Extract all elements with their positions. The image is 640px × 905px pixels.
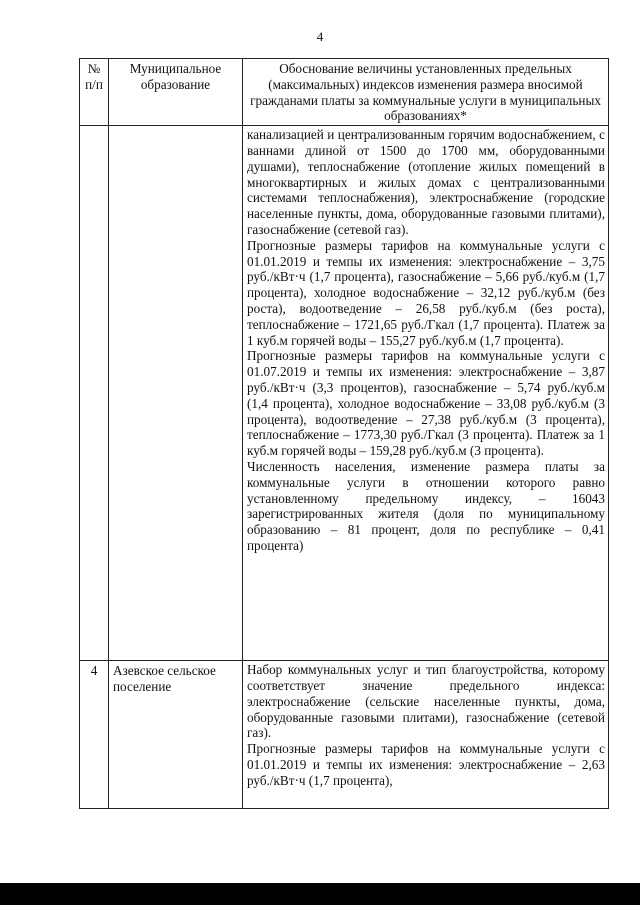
justification-paragraph: Прогнозные размеры тарифов на коммунальные услуги с 01.01.2019 и темпы их изменения: электроснабжение – 3,75 руб./кВт·ч (1,7 процента), газоснабжение – 5,66 руб./куб.м (1,7 процента), холодное водоснабжение – 32,12 руб./куб.м (без роста), водоотведение – 26,58 руб./куб.м (без роста), теплоснабжение – 1721,65 руб./Гкал (1,7 процента). Платеж за 1 куб.м горячей воды – 155,27 руб./куб.м (1,7 процента). — [247, 237, 605, 348]
row-municipality — [109, 126, 243, 661]
row-number — [80, 126, 109, 661]
header-municipality: Муниципальное образование — [109, 59, 243, 126]
justification-paragraph: Прогнозные размеры тарифов на коммунальные услуги с 01.07.2019 и темпы их изменения: электроснабжение – 3,87 руб./кВт·ч (3,3 процентов), газоснабжение – 5,74 руб./куб.м (1,4 процента), холодное водоснабжение – 33,08 руб./куб.м (3 процента), водоотведение – 27,38 руб./куб.м (3 процента), теплоснабжение – 1773,30 руб./Гкал (3 процента). Платеж за 1 куб.м горячей воды – 159,28 руб./куб.м (3 процента). — [247, 348, 605, 459]
justification-paragraph: Набор коммунальных услуг и тип благоустройства, которому соответствует значение предельного индекса: электроснабжение (сельские населенные пункты, дома, оборудованные газовыми плитами), газоснабжение (сетевой газ). — [247, 662, 605, 741]
header-number: № п/п — [80, 59, 109, 126]
table-row — [80, 126, 609, 661]
scan-edge-bar — [0, 883, 640, 905]
row-justification — [243, 126, 609, 661]
table-row — [80, 661, 609, 809]
row-justification — [243, 661, 609, 809]
row-number: 4 — [80, 661, 109, 809]
row-municipality: Азевское сельское поселение — [109, 661, 243, 809]
tariff-justification-table — [79, 58, 609, 809]
table-header-row — [80, 59, 609, 126]
justification-paragraph: Численность населения, изменение размера платы за коммунальные услуги в отношении которого равно установленному предельному индексу, – 16043 зарегистрированных жителя (доля по муниципальному образованию – 81 процент, доля по республике – 0,41 процента) — [247, 458, 605, 553]
justification-paragraph: канализацией и централизованным горячим водоснабжением, с ваннами длиной от 1500 до 1700 мм, оборудованными душами), теплоснабжение (отопление жилых помещений в многоквартирных и жилых домах с централизованными системами теплоснабжения), электроснабжение (городские населенные пункты, дома, оборудованные газовыми плитами), газоснабжение (сетевой газ). — [247, 127, 605, 237]
justification-paragraph: Прогнозные размеры тарифов на коммунальные услуги с 01.01.2019 и темпы их изменения: электроснабжение – 2,63 руб./кВт·ч (1,7 процента), — [247, 741, 605, 788]
page-number: 4 — [316, 29, 324, 44]
header-justification: Обоснование величины установленных предельных (максимальных) индексов изменения размера вносимой гражданами платы за коммунальные услуги в муниципальных образованиях* — [243, 59, 609, 126]
